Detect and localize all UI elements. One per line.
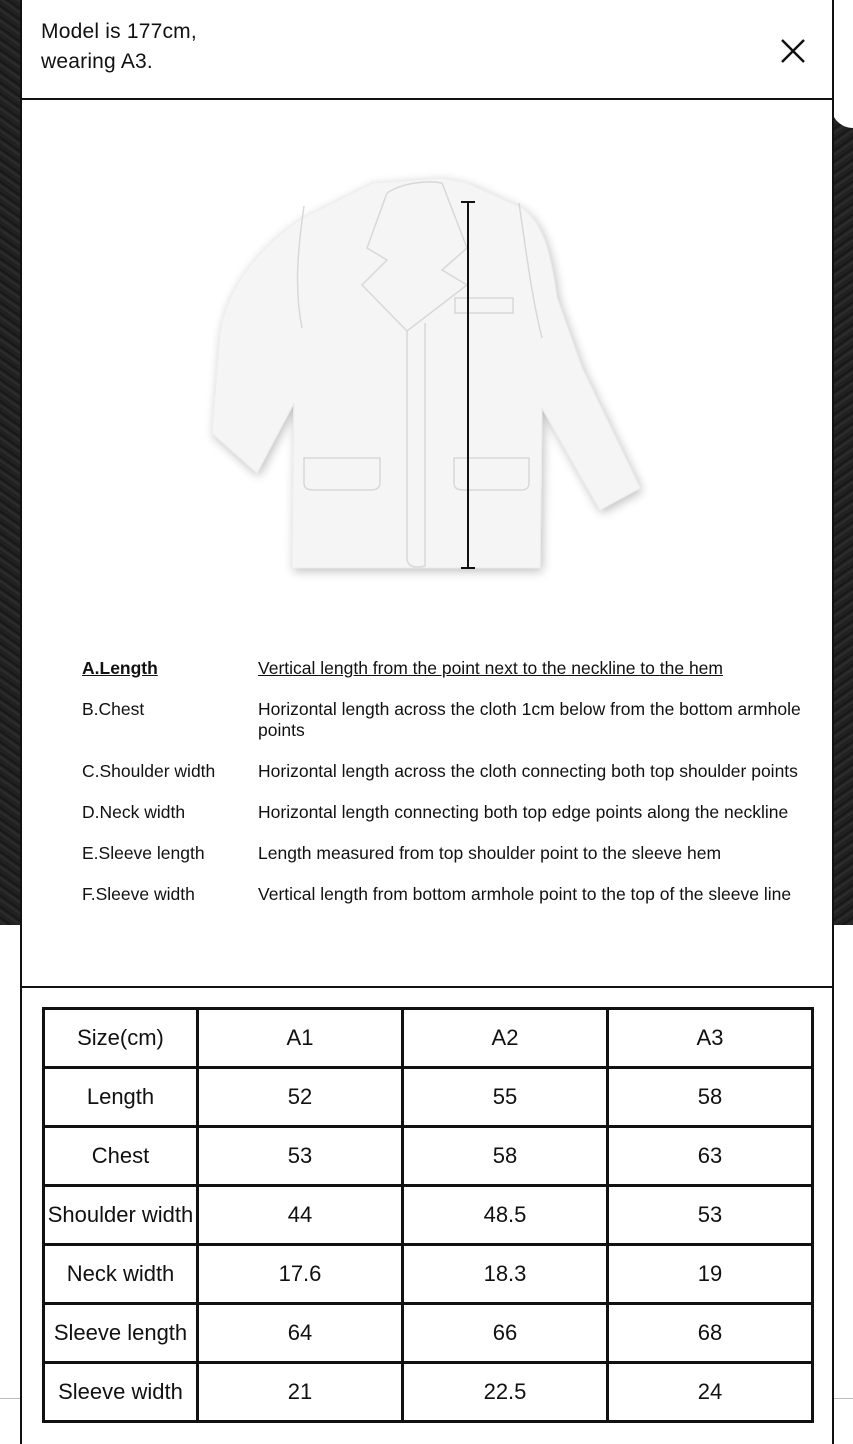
definition-term: A.Length: [82, 658, 158, 678]
table-row: [44, 1363, 813, 1422]
table-cell: 18.3: [403, 1245, 608, 1304]
backdrop-divider-right: [831, 1398, 853, 1399]
size-table: [42, 1007, 814, 1423]
close-icon: [778, 36, 808, 66]
definition-desc: Horizontal length across the cloth connecting both top shoulder points: [258, 761, 798, 781]
definition-row-neck-width[interactable]: [82, 802, 802, 823]
table-header-row: [44, 1009, 813, 1068]
section-divider: [22, 986, 832, 988]
backdrop-right: [831, 0, 853, 925]
table-header-cell: A1: [198, 1009, 403, 1068]
table-cell: 63: [608, 1127, 813, 1186]
backdrop-divider-left: [0, 1398, 22, 1399]
definition-term: F.Sleeve width: [82, 884, 195, 904]
definition-desc: Horizontal length across the cloth 1cm below from the bottom armhole points: [258, 699, 801, 740]
close-button[interactable]: [778, 36, 808, 66]
measurement-definitions: [82, 658, 802, 925]
table-cell: 48.5: [403, 1186, 608, 1245]
table-cell: 24: [608, 1363, 813, 1422]
definition-desc: Vertical length from the point next to the neckline to the hem: [258, 658, 723, 678]
size-guide-modal: [20, 0, 834, 1444]
definition-row-shoulder-width[interactable]: [82, 761, 802, 782]
table-row: [44, 1245, 813, 1304]
table-cell: 53: [198, 1127, 403, 1186]
model-info-line2: wearing A3.: [41, 50, 153, 73]
definition-term: D.Neck width: [82, 802, 186, 822]
table-cell: Neck width: [44, 1245, 198, 1304]
definition-row-sleeve-width[interactable]: [82, 884, 802, 905]
table-header-cell: A2: [403, 1009, 608, 1068]
model-info: [41, 17, 341, 77]
table-cell: 58: [608, 1068, 813, 1127]
table-cell: 22.5: [403, 1363, 608, 1422]
definition-desc: Horizontal length connecting both top edge points along the neckline: [258, 802, 789, 822]
table-cell: 21: [198, 1363, 403, 1422]
modal-header: [22, 0, 832, 100]
definition-row-sleeve-length[interactable]: [82, 843, 802, 864]
table-cell: Length: [44, 1068, 198, 1127]
table-cell: 53: [608, 1186, 813, 1245]
definition-row-chest[interactable]: [82, 699, 802, 741]
table-cell: Chest: [44, 1127, 198, 1186]
model-info-line1: Model is 177cm,: [41, 20, 197, 43]
table-cell: 52: [198, 1068, 403, 1127]
table-cell: 17.6: [198, 1245, 403, 1304]
definition-desc: Length measured from top shoulder point to the sleeve hem: [258, 843, 722, 863]
table-cell: Shoulder width: [44, 1186, 198, 1245]
table-cell: 19: [608, 1245, 813, 1304]
table-row: [44, 1304, 813, 1363]
table-row: [44, 1186, 813, 1245]
definition-term: C.Shoulder width: [82, 761, 216, 781]
table-row: [44, 1127, 813, 1186]
definition-desc: Vertical length from bottom armhole point to the top of the sleeve line: [258, 884, 792, 904]
jacket-illustration: [22, 98, 832, 618]
table-cell: 66: [403, 1304, 608, 1363]
table-cell: 68: [608, 1304, 813, 1363]
table-row: [44, 1068, 813, 1127]
backdrop-left: [0, 0, 22, 925]
table-cell: Sleeve length: [44, 1304, 198, 1363]
definition-term: E.Sleeve length: [82, 843, 205, 863]
table-header-cell: A3: [608, 1009, 813, 1068]
table-header-cell: Size(cm): [44, 1009, 198, 1068]
table-cell: 64: [198, 1304, 403, 1363]
definition-term: B.Chest: [82, 699, 145, 719]
table-cell: 55: [403, 1068, 608, 1127]
table-cell: 44: [198, 1186, 403, 1245]
table-cell: Sleeve width: [44, 1363, 198, 1422]
definition-row-length[interactable]: [82, 658, 802, 679]
table-cell: 58: [403, 1127, 608, 1186]
